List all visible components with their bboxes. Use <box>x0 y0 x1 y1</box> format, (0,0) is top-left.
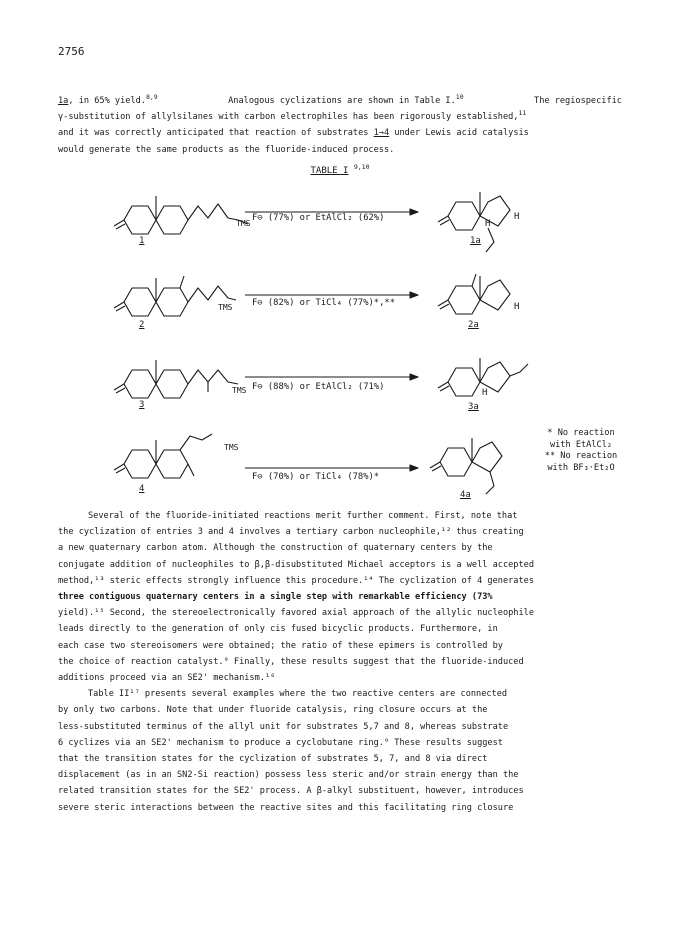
body-line: each case two stereoisomers were obtained; the ratio of these epimers is controlled by <box>58 640 503 651</box>
body-line: three contiguous quaternary centers in a single step with remarkable efficiency (73% <box>58 592 493 603</box>
substrate-3-structure <box>114 360 238 398</box>
product-label-4a: 4a <box>460 490 471 500</box>
body-line: 6 cyclizes via an SE2' mechanism to produce a cyclobutane ring.⁹ These results suggest <box>58 737 503 748</box>
substrate-label-3: 3 <box>139 400 145 410</box>
substrate-4-structure <box>114 434 212 478</box>
conditions-4: F⊖ (70%) or TiCl₄ (78%)* <box>252 472 380 482</box>
body-line: related transition states for the SE2' process. A β-alkyl substituent, however, introduces <box>58 786 524 797</box>
substrate-1-structure <box>114 196 251 234</box>
body-line: the cyclization of entries 3 and 4 involves a tertiary carbon nucleophile,¹² thus creating <box>58 527 524 538</box>
tms-label-2: TMS <box>218 303 233 312</box>
tms-label-4: TMS <box>224 443 239 452</box>
product-4a-structure <box>430 438 502 494</box>
body-line: additions proceed via an SE2' mechanism.¹⁶ <box>58 673 276 684</box>
body-line: leads directly to the generation of only cis fused bicyclic products. Furthermore, in <box>58 624 498 635</box>
h-label-1a-a: H <box>514 212 520 222</box>
conditions-1: F⊖ (77%) or EtAlCl₂ (62%) <box>252 213 385 223</box>
intro-line-1: 1a, in 65% yield.$^{8,9}$ Analogous cyclizations are shown in Table I.$^{10}$ The regiospecific <box>58 93 622 106</box>
body-line: Several of the fluoride-initiated reactions merit further comment. First, note that <box>88 511 518 521</box>
h-label-1a-b: H <box>485 219 491 229</box>
body-line: displacement (as in an SN2-Si reaction) possess less steric and/or strain energy than the <box>58 770 519 781</box>
intro-line-3: and it was correctly anticipated that reaction of substrates 1→4 under Lewis acid catalysis <box>58 128 529 139</box>
intro-line-4: would generate the same products as the fluoride-induced process. <box>58 144 395 155</box>
page-number: 2756 <box>58 45 85 58</box>
substrate-label-1: 1 <box>139 236 145 246</box>
conditions-2: F⊖ (82%) or TiCl₄ (77%)*,** <box>252 298 395 308</box>
body-line: method,¹³ steric effects strongly influence this procedure.¹⁴ The cyclization of 4 generates <box>58 575 534 586</box>
table-title: TABLE I $^{9,10}$ <box>310 163 370 176</box>
product-label-1a: 1a <box>470 236 481 246</box>
body-line: the choice of reaction catalyst.⁹ Finally, these results suggest that the fluoride-induced <box>58 656 524 667</box>
body-line: severe steric interactions between the reactive sites and this facilitating ring closure <box>58 802 514 813</box>
body-line: by only two carbons. Note that under fluoride catalysis, ring closure occurs at the <box>58 705 488 716</box>
body-line: a new quaternary carbon atom. Although the construction of quaternary centers by the <box>58 543 493 554</box>
body-line: that the transition states for the cyclization of substrates 5, 7, and 8 via direct <box>58 754 488 765</box>
table-footnotes: * No reaction with EtAlCl₂ ** No reaction with BF₃·Et₂O <box>544 428 618 473</box>
product-label-3a: 3a <box>468 402 479 412</box>
tms-label-3: TMS <box>232 386 247 395</box>
product-label-2a: 2a <box>468 320 479 330</box>
body-line: Table II¹⁷ presents several examples where the two reactive centers are connected <box>88 689 508 700</box>
h-label-2a: H <box>514 302 520 312</box>
body-line: conjugate addition of nucleophiles to β,β-disubstituted Michael acceptors is a well accepted <box>58 559 534 570</box>
body-line: yield).¹⁵ Second, the stereoelectronically favored axial approach of the allylic nucleophile <box>58 608 534 619</box>
product-2a-structure <box>438 274 510 314</box>
intro-line-2: γ-substitution of allylsilanes with carbon electrophiles has been rigorously established,$^{11}$ <box>58 109 527 123</box>
conditions-3: F⊖ (88%) or EtAlCl₂ (71%) <box>252 382 385 392</box>
substrate-label-2: 2 <box>139 320 145 330</box>
tms-label-1: TMS <box>236 219 251 228</box>
body-line: less-substituted terminus of the allyl unit for substrates 5,7 and 8, whereas substrate <box>58 721 509 732</box>
substrate-label-4: 4 <box>139 484 145 494</box>
h-label-3a: H <box>482 388 488 398</box>
body-text <box>58 508 622 816</box>
